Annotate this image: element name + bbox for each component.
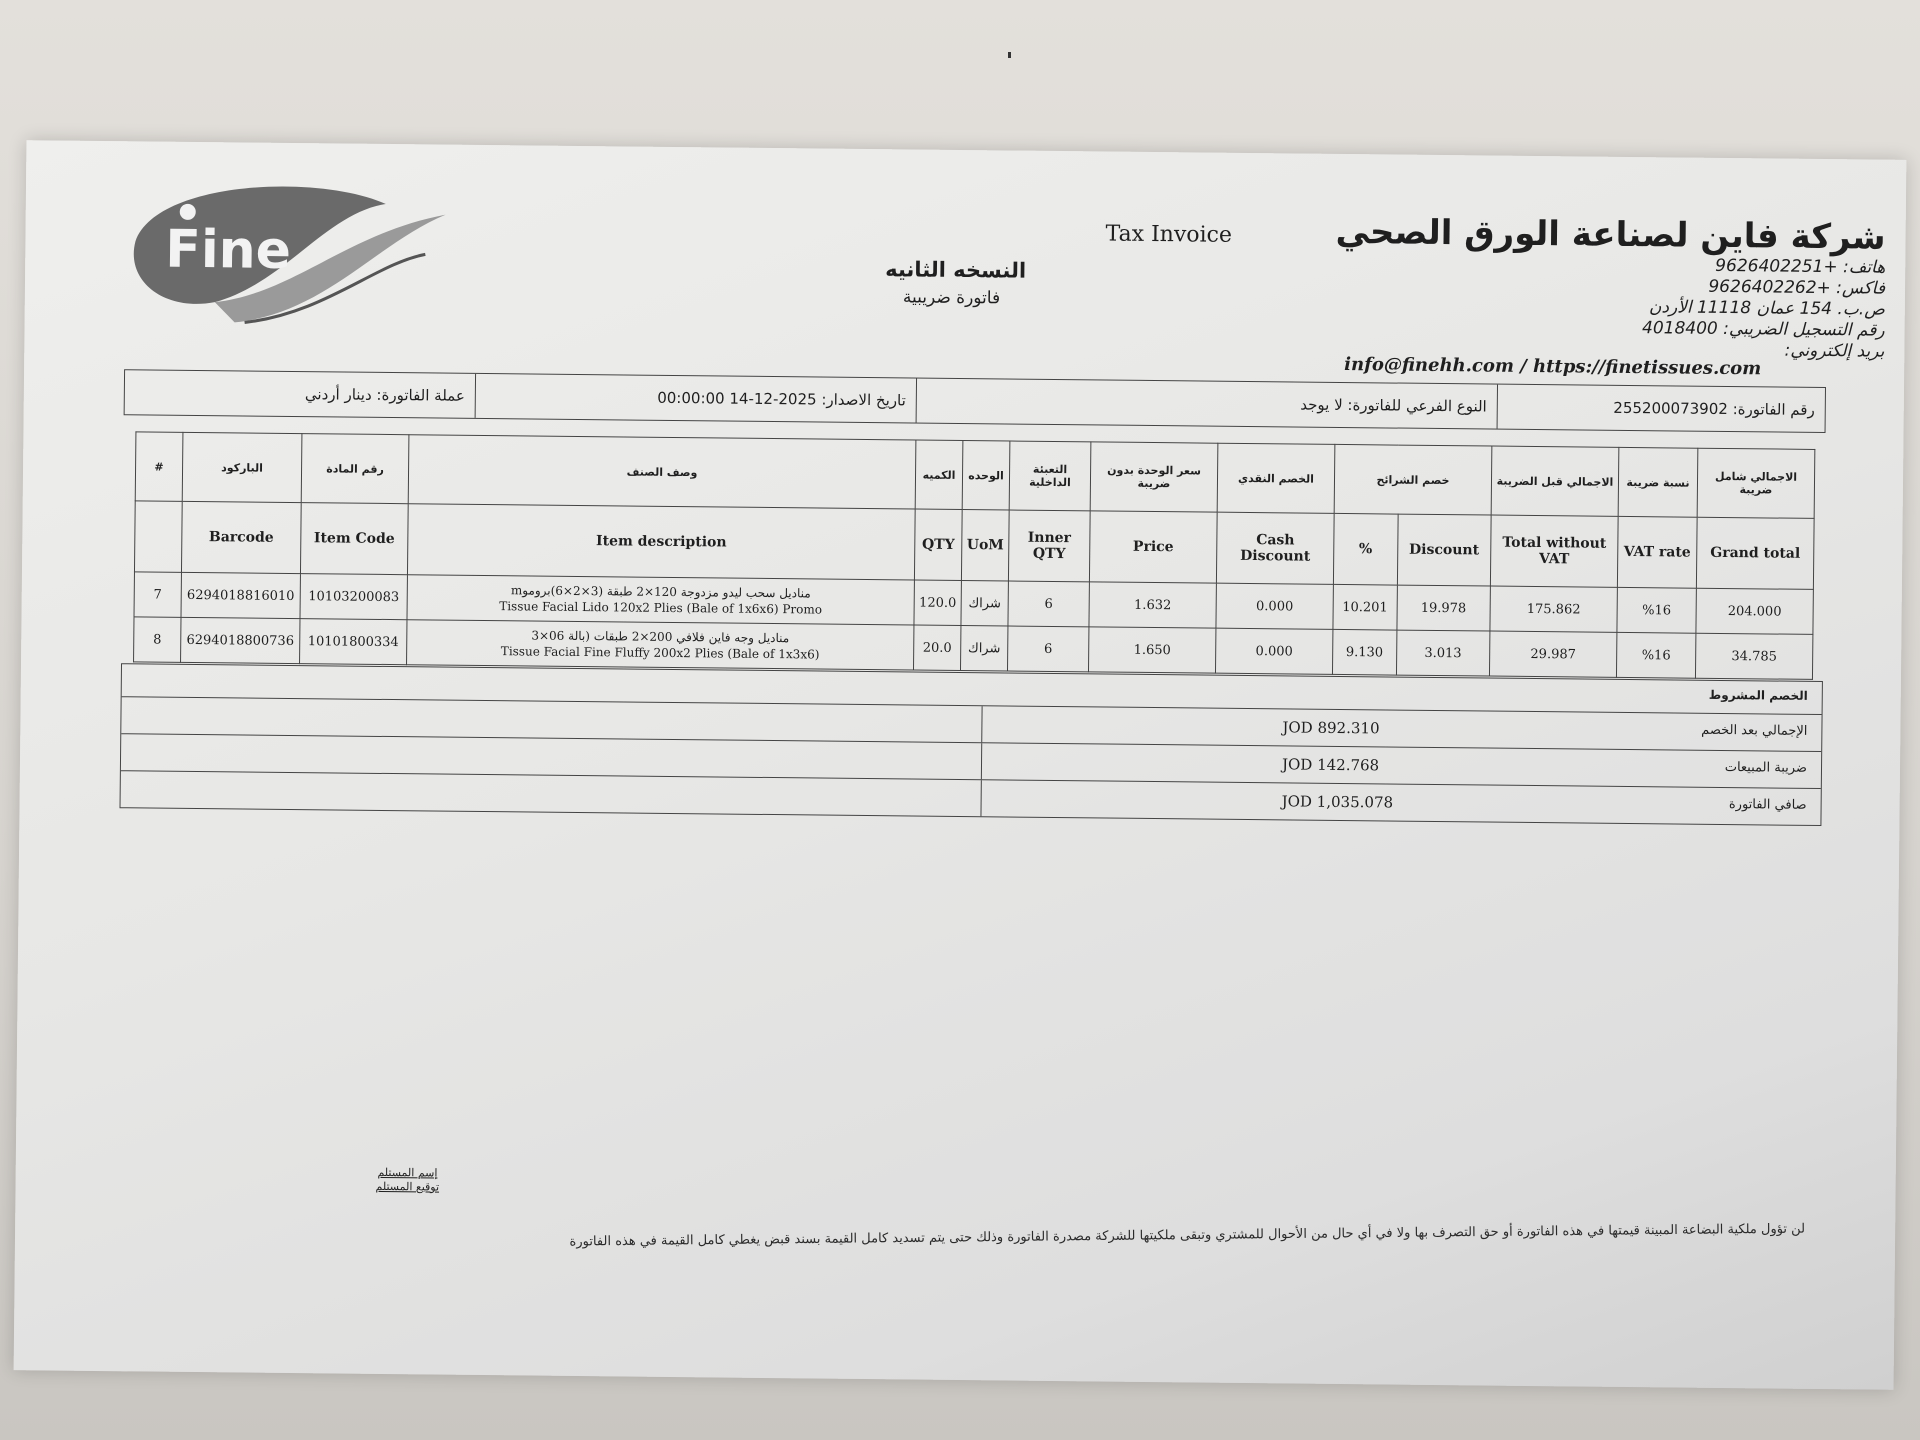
col-cash-en: Cash Discount [1216, 512, 1334, 584]
col-itemcode-en: Item Code [300, 503, 408, 575]
company-address: ص.ب. 154 عمان 11118 الأردن [1648, 297, 1885, 320]
col-vat-ar: نسبة ضريبة [1618, 447, 1698, 517]
row-desc-ar: مناديل سحب ليدو مزدوجة 120×2 طبقة (3×2×6)بروموm [510, 583, 811, 601]
row-barcode: 6294018800736 [181, 617, 300, 663]
company-email: info@finehh.com / https://finetissues.com [1344, 354, 1762, 380]
col-inner-ar: التعبئة الداخلية [1009, 441, 1091, 511]
row-item-code: 10103200083 [300, 574, 407, 620]
row-total: 29.987 [1489, 631, 1616, 677]
col-uom-ar: الوحده [962, 441, 1010, 510]
col-barcode-en: Barcode [181, 501, 301, 573]
sales-tax-value: JOD 142.768 [1281, 755, 1380, 775]
row-desc-en: Tissue Facial Fine Fluffy 200x2 Plies (Bale of 1x3x6) [500, 644, 820, 662]
totals-box [120, 663, 1823, 826]
col-qty-en: QTY [914, 509, 962, 580]
invoice-number: رقم الفاتورة: 255200073902 [1497, 385, 1825, 432]
row-pct: 9.130 [1332, 629, 1396, 675]
receiver-name: إسم المستلم [377, 1165, 438, 1180]
conditional-discount-label: الخصم المشروط [1708, 687, 1808, 703]
row-total: 175.862 [1490, 586, 1617, 632]
col-itemcode-ar: رقم المادة [301, 434, 409, 504]
company-phone: هاتف: +9626402251 [1715, 255, 1886, 278]
items-table [133, 431, 1815, 680]
col-total-ar: الاجمالي قبل الضريبة [1491, 446, 1619, 516]
invoice-subtype: النوع الفرعي للفاتورة: لا يوجد [916, 379, 1497, 429]
net-value: JOD 1,035.078 [1281, 792, 1394, 812]
ownership-note: لن تؤول ملكية البضاعة المبينة قيمتها في هذه الفاتورة أو حق التصرف بها ولا في أي حال من الأحوال للمشتري وتبقى ملكيتها للشركة مصدرة الفاتورة وذلك حتى يتم تسديد كامل القيمة بسند قبض يغطي كامل القيمة في هذه الفاتورة [569, 1221, 1806, 1250]
tax-invoice-title: Tax Invoice [1105, 221, 1233, 248]
fine-logo [124, 171, 456, 334]
row-cash: 0.000 [1216, 583, 1333, 629]
net-label: صافي الفاتورة [1728, 797, 1807, 813]
row-description [407, 575, 914, 625]
invoice-sheet [14, 140, 1907, 1390]
company-tax-reg: رقم التسجيل الضريبي: 4018400 [1641, 318, 1885, 341]
col-grand-en: Grand total [1696, 517, 1814, 589]
col-slab-ar: خصم الشرائح [1334, 444, 1492, 515]
row-price: 1.650 [1088, 627, 1215, 673]
col-price-ar: سعر الوحدة بدون ضريبة [1090, 442, 1218, 512]
row-pct: 10.201 [1333, 584, 1397, 630]
logo-text: Fine [165, 219, 292, 281]
currency: عملة الفاتورة: دينار أردني [304, 385, 465, 405]
row-desc-ar: مناديل وجه فاين فلافي 200×2 طبقات (بالة 06×3 [531, 628, 790, 646]
row-uom: شراك [961, 581, 1008, 626]
row-qty: 120.0 [914, 580, 961, 625]
row-grand: 34.785 [1695, 633, 1812, 679]
col-grand-ar: الاجمالي شامل ضريبة [1697, 448, 1815, 518]
col-no-ar: # [135, 432, 183, 501]
row-vat: %16 [1616, 632, 1695, 678]
issue-date: تاريخ الاصدار: 2025-12-14 00:00:00 [475, 374, 916, 423]
row-item-code: 10101800334 [300, 619, 407, 665]
col-disc-en: Discount [1397, 514, 1491, 586]
row-grand: 204.000 [1696, 588, 1813, 634]
row-cash: 0.000 [1215, 628, 1332, 674]
row-no: 7 [134, 572, 181, 617]
col-price-en: Price [1089, 511, 1217, 583]
col-desc-en: Item description [407, 504, 915, 580]
receiver-sign: توقيع المستلم [375, 1179, 440, 1194]
company-info [1334, 212, 1886, 363]
row-inner: 6 [1008, 581, 1089, 627]
company-fax: فاكس: +9626402262 [1708, 276, 1886, 299]
col-total-en: Total without VAT [1490, 515, 1618, 587]
row-barcode: 6294018816010 [181, 572, 300, 618]
copy-subtitle: فاتورة ضريبية [902, 287, 1001, 309]
row-desc-en: Tissue Facial Lido 120x2 Plies (Bale of 1x6x6) Promo [499, 599, 823, 617]
col-qty-ar: الكميه [915, 440, 963, 509]
col-no-en [134, 501, 182, 572]
col-barcode-ar: الباركود [182, 432, 302, 502]
company-email-label: بريد إلكتروني: [1784, 340, 1885, 362]
company-name: شركة فاين لصناعة الورق الصحي [1335, 211, 1886, 258]
col-pct-en: % [1333, 513, 1397, 585]
after-discount-value: JOD 892.310 [1282, 718, 1380, 738]
receiver-block [375, 1166, 439, 1195]
col-cash-ar: الخصم النقدي [1217, 443, 1335, 513]
col-inner-en: Inner QTY [1008, 510, 1090, 582]
row-description [407, 620, 914, 670]
row-price: 1.632 [1089, 582, 1216, 628]
row-disc: 3.013 [1396, 630, 1490, 676]
row-vat: %16 [1617, 587, 1696, 633]
row-no: 8 [134, 617, 181, 662]
col-uom-en: UoM [961, 510, 1009, 581]
row-qty: 20.0 [913, 625, 960, 670]
row-uom: شراك [960, 626, 1007, 671]
invoice-info-bar [124, 369, 1826, 433]
copy-title: النسخه الثانيه [885, 257, 1027, 283]
row-disc: 19.978 [1397, 585, 1491, 631]
after-discount-label: الإجمالي بعد الخصم [1701, 722, 1808, 739]
paper-mark [1008, 52, 1011, 58]
row-inner: 6 [1007, 626, 1088, 672]
col-desc-ar: وصف الصنف [408, 435, 916, 509]
col-vat-en: VAT rate [1617, 516, 1697, 588]
sales-tax-label: ضريبة المبيعات [1724, 760, 1808, 776]
